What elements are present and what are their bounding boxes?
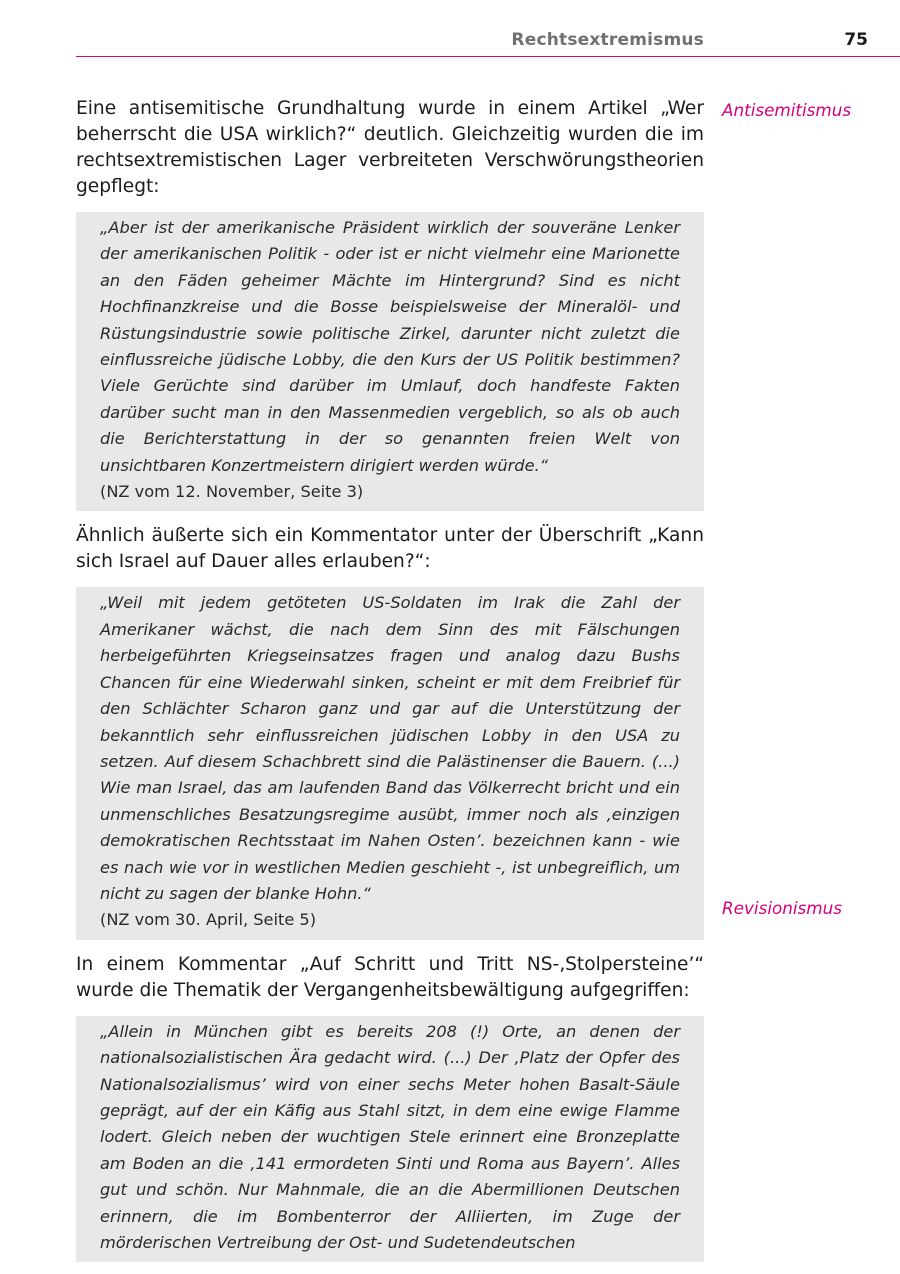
- quote-box: [76, 587, 704, 939]
- quote-text: „Weil mit jedem getöteten US-Soldaten im Irak die Zahl der Amerikaner wächst, die nach dem Sinn des mit Fälschungen herbeigeführten Kriegseinsatzes fragen und analog dazu Bushs Chancen für eine Wiederwahl sinken, scheint er mit dem Freibrief für den Schlächter Scharon ganz und gar auf die Unterstützung der bekanntlich sehr einflussreichen jüdischen Lobby in den USA zu setzen. Auf diesem Schachbrett sind die Palästinenser die Bauern. (...) Wie man Israel, das am laufenden Band das Völkerrecht bricht und ein unmenschliches Besatzungsregime ausübt, immer noch als ‚einzigen demokratischen Rechtsstaat im Nahen Osten’. bezeichnen kann - wie es nach wie vor in westlichen Medien geschieht -, ist unbegreiflich, um nicht zu sagen der blanke Hohn.“: [100, 593, 680, 903]
- margin-note-revisionismus: Revisionismus: [722, 898, 843, 918]
- page-number: 75: [844, 30, 868, 50]
- quote-box: [76, 212, 704, 511]
- body-paragraph: Eine antisemitische Grundhaltung wurde in einem Artikel „Wer beherrscht die USA wirklich?“ deutlich. Gleichzeitig wurden die im rechtsextremistischen Lager verbreiteten Verschwörungstheorien gepflegt:: [76, 98, 704, 197]
- body-paragraph: Ähnlich äußerte sich ein Kommentator unter der Überschrift „Kann sich Israel auf Dauer alles erlauben?“:: [76, 525, 704, 573]
- running-head-title: Rechtsextremismus: [511, 30, 704, 50]
- page-body: [76, 96, 704, 1274]
- header-divider: [76, 56, 900, 57]
- quote-box: [76, 1016, 704, 1263]
- body-paragraph: In einem Kommentar „Auf Schritt und Tritt NS-‚Stolpersteine’“ wurde die Thematik der Vergangenheitsbewältigung aufgegriffen:: [76, 953, 704, 1001]
- quote-source: (NZ vom 12. November, Seite 3): [100, 482, 364, 502]
- quote-source: (NZ vom 30. April, Seite 5): [100, 910, 317, 930]
- page-header: [0, 0, 900, 58]
- quote-text: „Aber ist der amerikanische Präsident wirklich der souveräne Lenker der amerikanischen Politik - oder ist er nicht vielmehr eine Marionette an den Fäden geheimer Mächte im Hintergrund? Sind es nicht Hochfinanzkreise und die Bosse beispielsweise der Mineralöl- und Rüstungsindustrie sowie politische Zirkel, darunter nicht zuletzt die einflussreiche jüdische Lobby, die den Kurs der US Politik bestimmen? Viele Gerüchte sind darüber im Umlauf, doch handfeste Fakten darüber sucht man in den Massenmedien vergeblich, so als ob auch die Berichterstattung in der so genannten freien Welt von unsichtbaren Konzertmeistern dirigiert werden würde.“: [100, 218, 680, 475]
- quote-text: „Allein in München gibt es bereits 208 (!) Orte, an denen der nationalsozialistischen Ära gedacht wird. (...) Der ‚Platz der Opfer des Nationalsozialismus’ wird von einer sechs Meter hohen Basalt-Säule geprägt, auf der ein Käfig aus Stahl sitzt, in dem eine ewige Flamme lodert. Gleich neben der wuchtigen Stele erinnert eine Bronzeplatte am Boden an die ‚141 ermordeten Sinti und Roma aus Bayern’. Alles gut und schön. Nur Mahnmale, die an die Abermillionen Deutschen erinnern, die im Bombenterror der Alliierten, im Zuge der mörderischen Vertreibung der Ost- und Sudetendeutschen: [100, 1021, 680, 1252]
- margin-note-antisemitismus: Antisemitismus: [722, 100, 852, 120]
